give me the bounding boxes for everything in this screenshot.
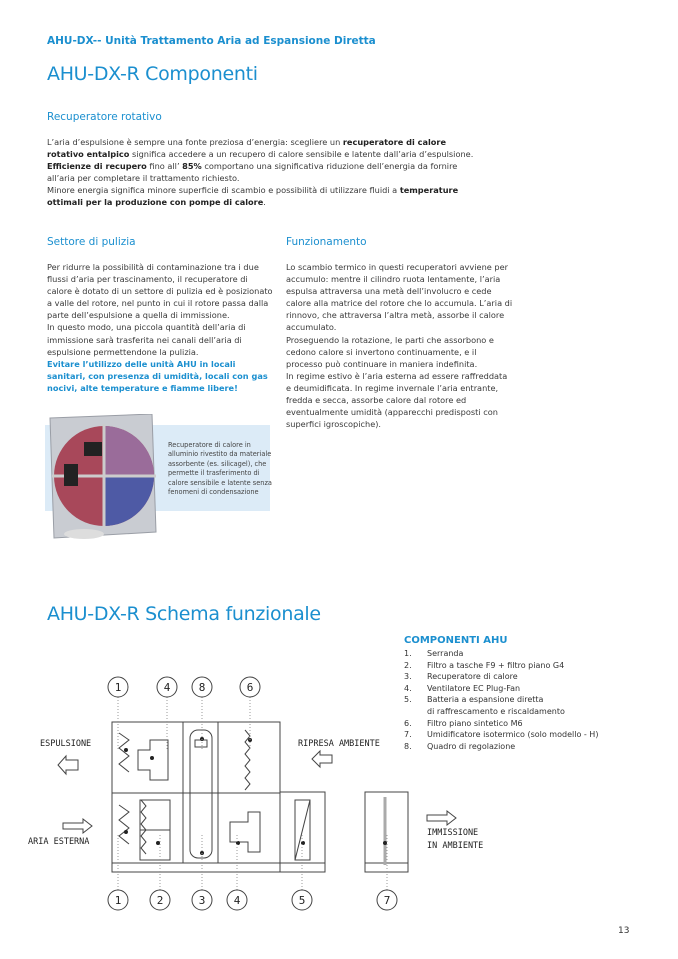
functional-schema-diagram — [0, 660, 500, 920]
item-label: Quadro di regolazione — [427, 741, 516, 751]
callout-number: 4 — [233, 894, 241, 907]
item-label: Umidificatore isotermico (solo modello - H) — [427, 730, 599, 740]
image-caption: Recuperatore di calore in alluminio rivestito da materiale assorbente (es. silicagel), che permette il trasferimento di calore sensibile e latente senza fenomeni di condensazione — [168, 441, 272, 497]
text: . — [263, 197, 266, 208]
item-label: Ventilatore EC Plug-Fan — [427, 683, 521, 693]
heading-recuperatore: Recuperatore rotativo — [47, 111, 162, 123]
rotary-heat-exchanger-image — [44, 414, 164, 544]
paragraph: Proseguendo la rotazione, le parti che assorbono e cedono calore si invertono continuamente, e il processo può continuare in maniera indefinita. — [286, 334, 494, 369]
callout-number: 3 — [198, 894, 206, 907]
rotor — [190, 730, 212, 858]
text: Minore energia significa minore superficie di scambio e possibilità di utilizzare fluidi a — [47, 185, 400, 196]
running-header: AHU-DX-- Unità Trattamento Aria ad Espansione Diretta — [47, 35, 376, 47]
arrow-ripresa — [312, 751, 332, 767]
callout-number: 7 — [383, 894, 391, 907]
item-label: Filtro a tasche F9 + filtro piano G4 — [427, 660, 565, 670]
text: significa accedere a un recupero di calore sensibile e latente dall’aria d’espulsione. — [129, 149, 474, 160]
label-in-ambiente: IN AMBIENTE — [427, 841, 484, 851]
paragraph: In regime estivo è l’aria esterna ad essere raffreddata e deumidificata. In regime invernale l’aria entrante, fredda e secca, assorbe calore dal rotore ed eventualmente umidità (apparecchi predisposti con superfici igroscopiche). — [286, 370, 508, 430]
item-number: 6. — [404, 718, 412, 728]
callout-number: 2 — [156, 894, 164, 907]
component-item — [404, 648, 598, 660]
item-number: 7. — [404, 730, 412, 740]
section-title-schema: AHU-DX-R Schema funzionale — [47, 603, 321, 625]
section-title-componenti: AHU-DX-R Componenti — [47, 63, 258, 85]
label-ripresa-ambiente: RIPRESA AMBIENTE — [298, 739, 380, 749]
page-number: 13 — [618, 926, 630, 936]
callout-number: 8 — [198, 681, 206, 694]
callout-number: 1 — [114, 894, 122, 907]
bag-filter — [140, 800, 170, 860]
fan-bottom — [230, 812, 260, 852]
item-label: Filtro piano sintetico M6 — [427, 718, 523, 728]
arrow-aria-esterna — [63, 819, 92, 833]
bold-text: temperature ottimali per la produzione con pompe di calore — [47, 185, 459, 208]
item-number: 5. — [404, 695, 412, 705]
callout-number: 5 — [298, 894, 306, 907]
fan-top — [138, 740, 168, 780]
text: L’aria d’espulsione è sempre una fonte preziosa d’energia: scegliere un — [47, 137, 343, 147]
item-number: 2. — [404, 660, 412, 670]
label-aria-esterna: ARIA ESTERNA — [28, 837, 90, 847]
item-label: Batteria a espansione diretta — [427, 695, 544, 705]
warning-text: Evitare l’utilizzo delle unità AHU in locali sanitari, con presenza di umidità, locali con gas nocivi, alte temperature e fiamme libere! — [47, 358, 268, 393]
legend-heading: COMPONENTI AHU — [404, 635, 508, 646]
arrow-espulsione — [58, 756, 78, 774]
item-label: Recuperatore di calore — [427, 672, 518, 682]
callout-number: 4 — [163, 681, 171, 694]
callout-number: 6 — [246, 681, 254, 694]
damper-top — [119, 733, 129, 772]
item-number: 1. — [404, 649, 412, 658]
intro-paragraph — [47, 136, 477, 209]
paragraph: In questo modo, una piccola quantità dell’aria di immissione sarà trasferita nei canali dell’aria di espulsione permettendone la pulizia. — [47, 322, 246, 357]
arrow-immissione — [427, 811, 456, 825]
item-number: 8. — [404, 741, 412, 751]
text: comportano una significativa riduzione dell’energia da fornire all’aria per completare il trattamento richiesto. — [47, 161, 458, 184]
item-label: Serranda — [427, 649, 464, 658]
callout-number: 1 — [114, 681, 122, 694]
funzionamento-text — [286, 261, 514, 430]
item-number: 3. — [404, 672, 412, 682]
label-immissione: IMMISSIONE — [427, 828, 479, 838]
item-number: 4. — [404, 683, 412, 693]
damper-bottom — [119, 805, 129, 844]
settore-pulizia-text — [47, 261, 275, 394]
text: fino all’ — [146, 161, 183, 172]
item-label: di raffrescamento e riscaldamento — [427, 706, 565, 716]
heading-funzionamento: Funzionamento — [286, 236, 367, 248]
heading-settore-pulizia: Settore di pulizia — [47, 236, 136, 248]
bold-text: 85% — [182, 161, 202, 172]
paragraph: Per ridurre la possibilità di contaminazione tra i due flussi d’aria per trascinamento, il recuperatore di calore è dotato di un settore di pulizia ed è posizionato a valle del rotore, nel punto in cui il rotore passa dalla parte dell’espulsione a quella di immissione. — [47, 262, 273, 321]
label-espulsione: ESPULSIONE — [40, 739, 92, 749]
bold-text: Efficienze di recupero — [47, 161, 147, 172]
paragraph: Lo scambio termico in questi recuperatori avviene per accumulo: mentre il cilindro ruota lentamente, l’aria espulsa attraversa una metà dell’involucro e cede calore alla matrice del rotore che lo accumula. L’aria di rinnovo, che attraversa l’altra metà, assorbe il calore accumulato. — [286, 262, 513, 333]
bold-text: recuperatore di calore rotativo entalpico — [47, 137, 447, 160]
unit-casing — [112, 722, 280, 872]
